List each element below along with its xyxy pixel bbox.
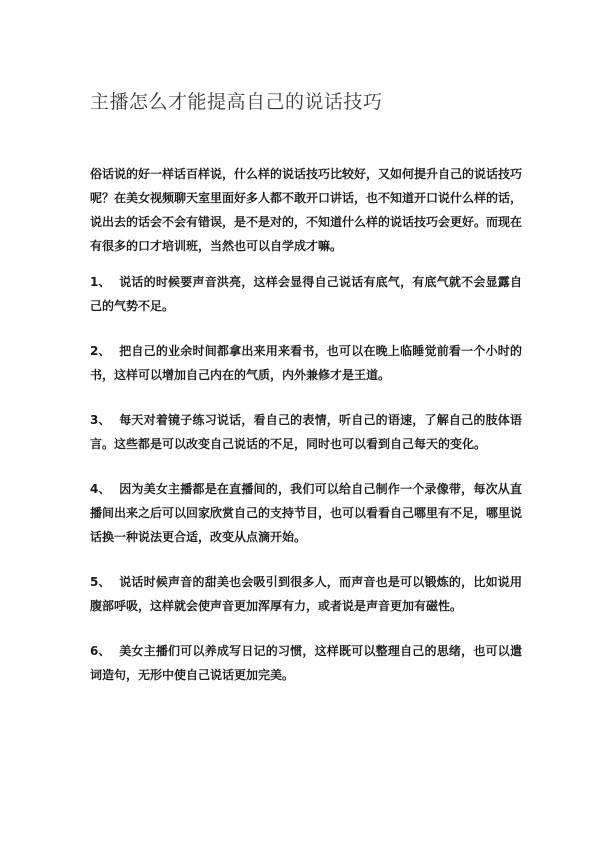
list-item-number: 4、 <box>90 482 111 496</box>
document-title: 主播怎么才能提高自己的说话技巧 <box>90 91 383 113</box>
document-body <box>90 162 522 708</box>
list-item <box>90 339 522 387</box>
list-item-text: 把自己的业余时间都拿出来用来看书，也可以在晚上临睡觉前看一个小时的书，这样可以增加自己内在的气质，内外兼修才是王道。 <box>90 344 522 382</box>
list-item-number: 6、 <box>90 644 111 658</box>
list-item <box>90 639 522 687</box>
list-item-number: 1、 <box>90 275 111 289</box>
list-item-text: 说话的时候要声音洪亮，这样会显得自己说话有底气，有底气就不会显露自己的气势不足。 <box>90 275 522 313</box>
list-item-text: 说话时候声音的甜美也会吸引到很多人，而声音也是可以锻炼的，比如说用腹部呼吸，这样就会使声音更加浑厚有力，或者说是声音更加有磁性。 <box>90 575 522 613</box>
list-item-text: 每天对着镜子练习说话，看自己的表情，听自己的语速，了解自己的肢体语言。这些都是可以改变自己说话的不足，同时也可以看到自己每天的变化。 <box>90 413 522 451</box>
list-item <box>90 477 522 549</box>
list-item <box>90 570 522 618</box>
list-item-text: 美女主播们可以养成写日记的习惯，这样既可以整理自己的思绪，也可以遣词造句，无形中使自己说话更加完美。 <box>90 644 522 682</box>
list-item-number: 3、 <box>90 413 111 427</box>
list-item-number: 5、 <box>90 575 111 589</box>
list-item <box>90 270 522 318</box>
intro-paragraph: 俗话说的好一样话百样说，什么样的说话技巧比较好，又如何提升自己的说话技巧呢？在美女视频聊天室里面好多人都不敢开口讲话，也不知道开口说什么样的话，说出去的话会不会有错误，是不是对的，不知道什么样的说话技巧会更好。而现在有很多的口才培训班，当然也可以自学成才嘛。 <box>90 167 523 253</box>
list-item <box>90 408 522 456</box>
list-item-number: 2、 <box>90 344 111 358</box>
list-item-text: 因为美女主播都是在直播间的，我们可以给自己制作一个录像带，每次从直播间出来之后可以回家欣赏自己的支持节目，也可以看看自己哪里有不足，哪里说话换一种说法更合适，改变从点滴开始。 <box>90 482 523 544</box>
